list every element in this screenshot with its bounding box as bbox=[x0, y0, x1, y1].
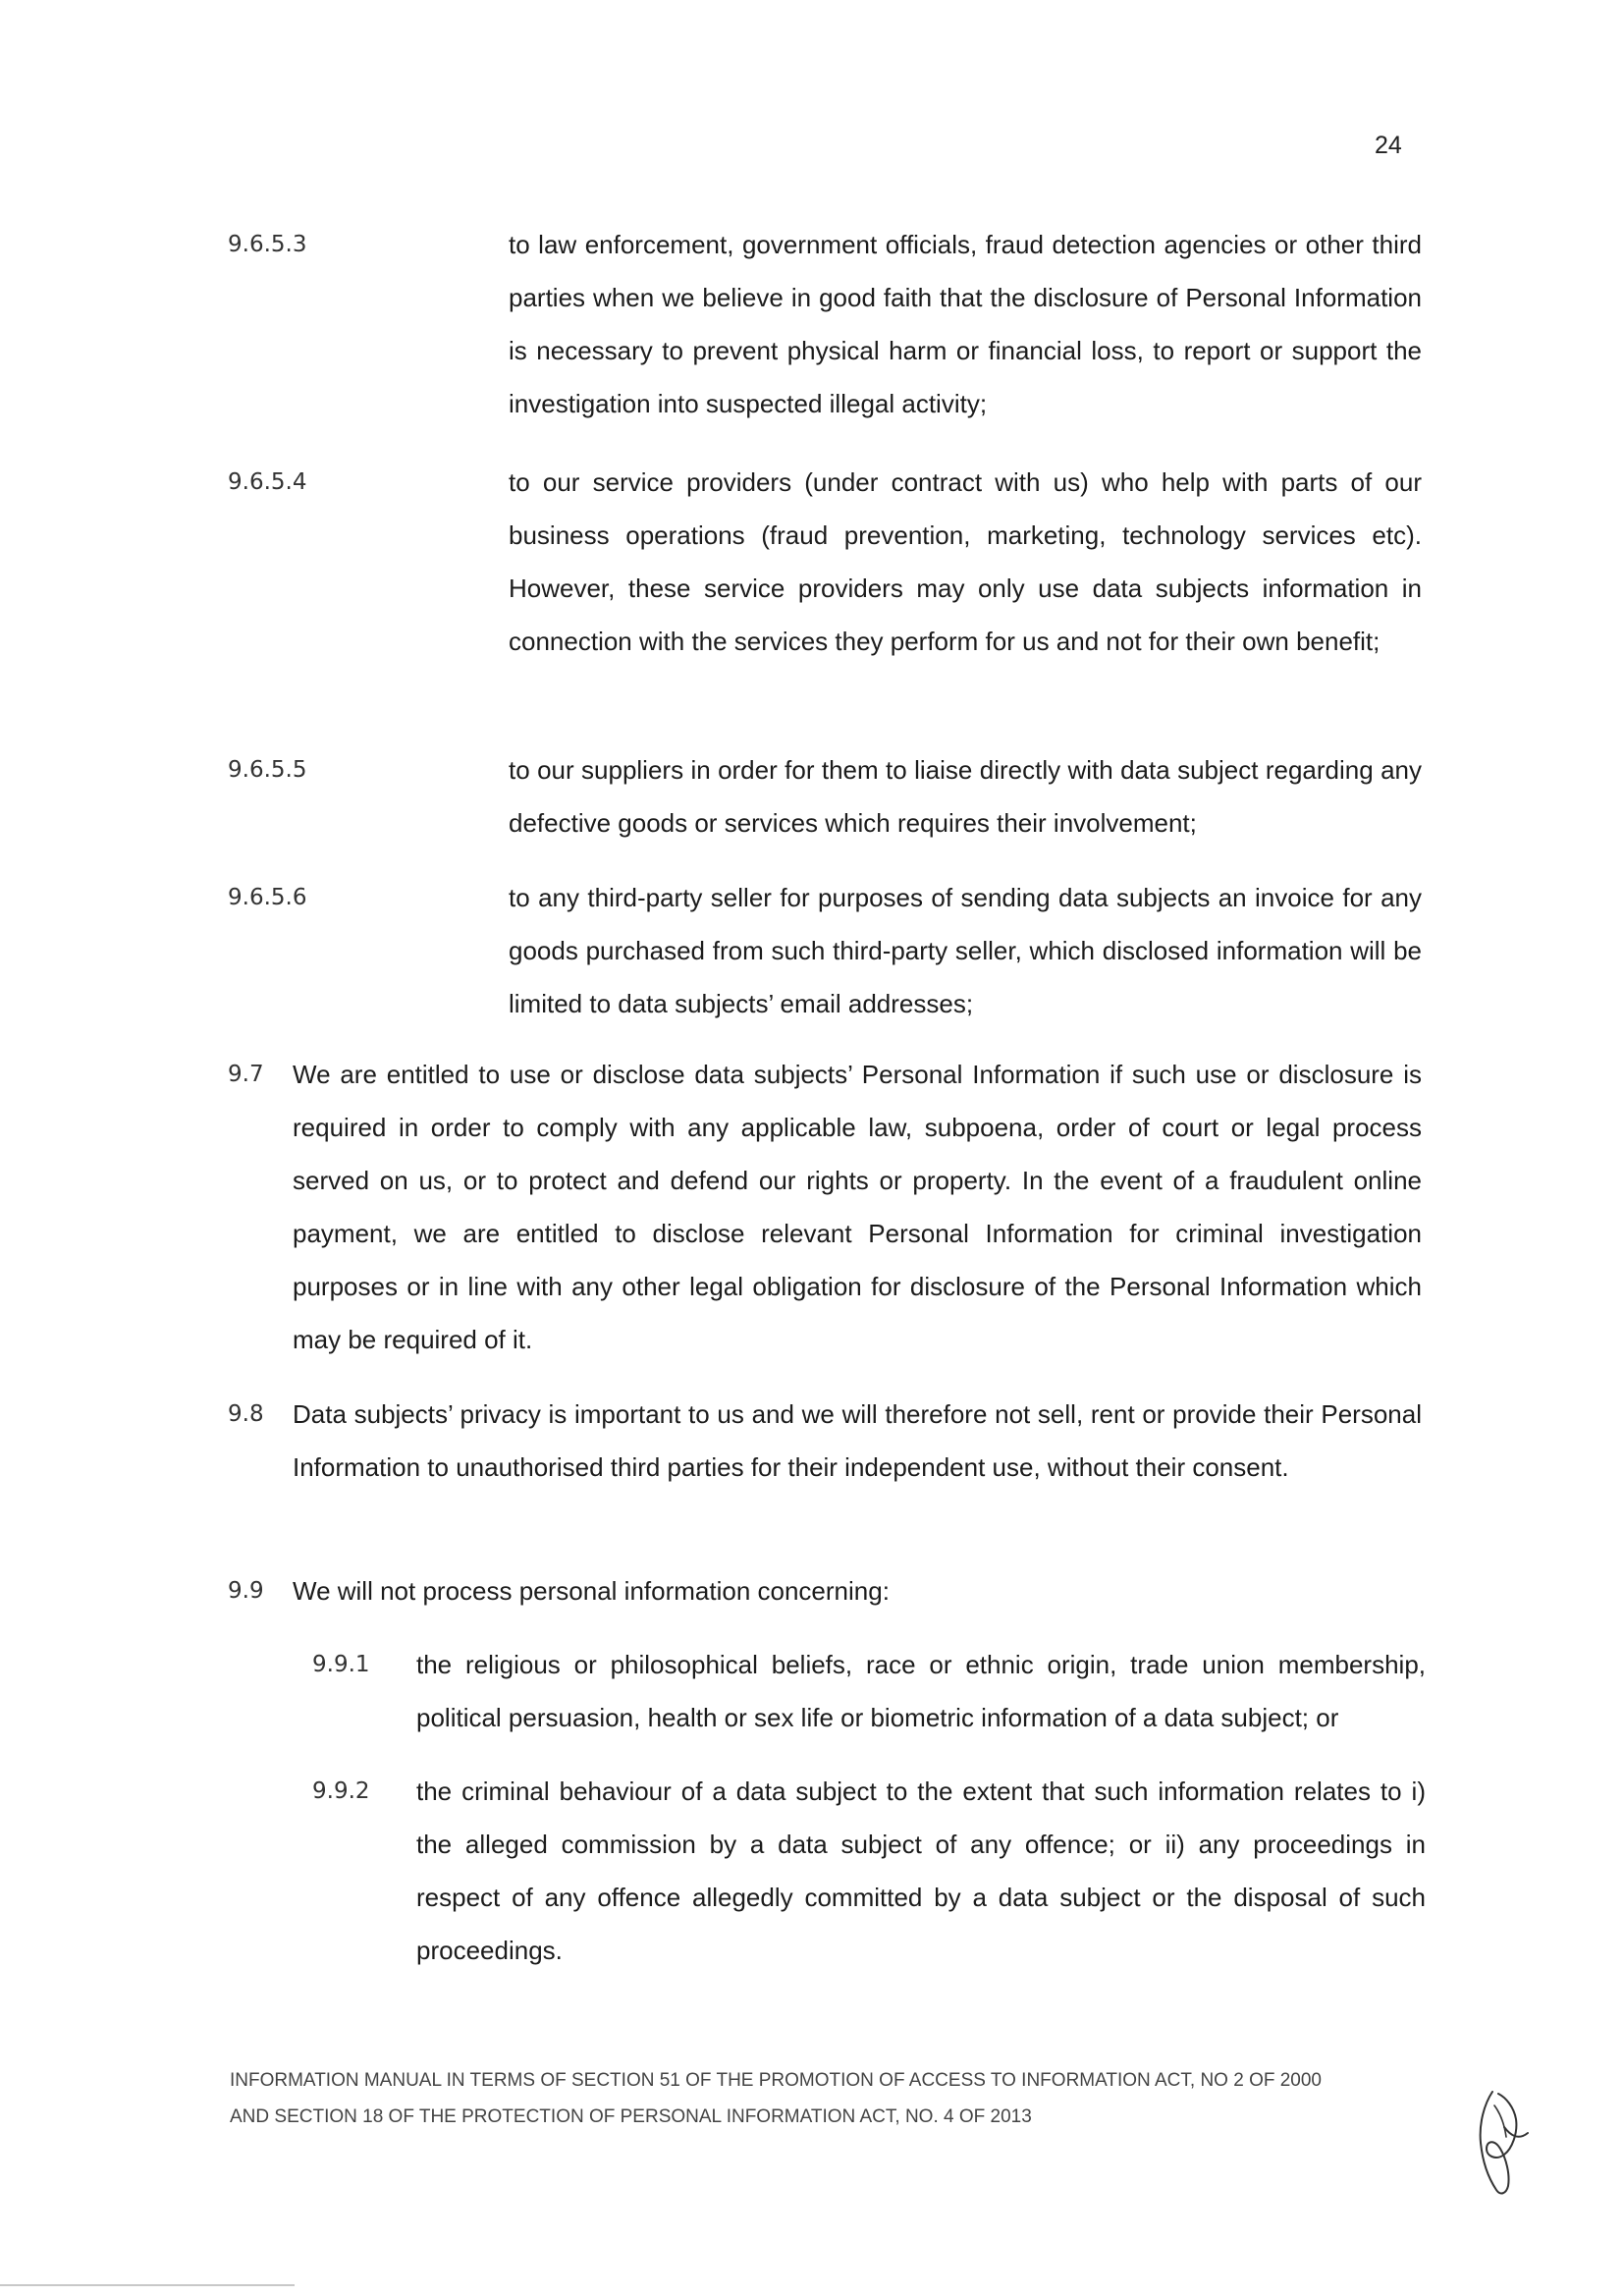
subclause-9-6-5-5 bbox=[228, 743, 1426, 849]
clause-text: We will not process personal information concerning: bbox=[293, 1576, 890, 1606]
subclause-9-6-5-3 bbox=[228, 218, 1426, 430]
subclause-9-6-5-6 bbox=[228, 871, 1426, 1030]
clause-number: 9.9 bbox=[228, 1578, 264, 1604]
page-edge-line bbox=[0, 2284, 295, 2286]
clause-text: Data subjects’ privacy is important to us and we will therefore not sell, rent or provide their Personal Information to unauthorised third parties for their independent use, without their consent. bbox=[293, 1399, 1422, 1482]
clause-text: We are entitled to use or disclose data subjects’ Personal Information if such use or disclosure is required in order to comply with any applicable law, subpoena, order of court or legal process served on us, or to protect and defend our rights or property. In the event of a fraudulent online payment, we are entitled to disclose relevant Personal Information for criminal investigation purposes or in line with any other legal obligation for disclosure of the Personal Information which may be required of it. bbox=[293, 1060, 1422, 1354]
clause-number: 9.9.1 bbox=[312, 1652, 370, 1677]
footer-line-2: AND SECTION 18 OF THE PROTECTION OF PERSONAL INFORMATION ACT, NO. 4 OF 2013 bbox=[230, 2106, 1032, 2127]
subclause-9-9-2 bbox=[312, 1765, 1426, 1977]
footer-line-1: INFORMATION MANUAL IN TERMS OF SECTION 51 OF THE PROMOTION OF ACCESS TO INFORMATION ACT, NO 2 OF 2000 bbox=[230, 2070, 1323, 2091]
clause-number: 9.8 bbox=[228, 1401, 264, 1427]
clause-9-9 bbox=[228, 1564, 1426, 1617]
clause-number: 9.6.5.5 bbox=[228, 757, 307, 783]
clause-number: 9.7 bbox=[228, 1062, 264, 1087]
signature-initials bbox=[1471, 2084, 1532, 2200]
clause-number: 9.6.5.6 bbox=[228, 885, 307, 910]
clause-text: to any third-party seller for purposes of sending data subjects an invoice for any goods purchased from such third-party seller, which disclosed information will be limited to data subjects’ email addresses; bbox=[509, 883, 1422, 1018]
clause-text: to law enforcement, government officials, fraud detection agencies or other third parties when we believe in good faith that the disclosure of Personal Information is necessary to prevent physical harm or financial loss, to report or support the investigation into suspected illegal activity; bbox=[509, 230, 1422, 418]
subclause-9-6-5-4 bbox=[228, 456, 1426, 721]
document-footer bbox=[230, 2062, 1437, 2135]
clause-9-8 bbox=[228, 1388, 1426, 1547]
clause-text: to our service providers (under contract with us) who help with parts of our business operations (fraud prevention, marketing, technology services etc). However, these service providers may only use data subjects information in connection with the services they perform for us and not for their own benefit; bbox=[509, 467, 1422, 656]
clause-text: the criminal behaviour of a data subject to the extent that such information relates to i) the alleged commission by a data subject of any offence; or ii) any proceedings in respect of any offence allegedly committed by a data subject or the disposal of such proceedings. bbox=[416, 1777, 1426, 1965]
clause-text: to our suppliers in order for them to liaise directly with data subject regarding any defective goods or services which requires their involvement; bbox=[509, 755, 1422, 838]
clause-text: the religious or philosophical beliefs, race or ethnic origin, trade union membership, political persuasion, health or sex life or biometric information of a data subject; or bbox=[416, 1650, 1426, 1732]
clause-9-7 bbox=[228, 1048, 1426, 1366]
clause-number: 9.6.5.4 bbox=[228, 469, 307, 495]
clause-number: 9.6.5.3 bbox=[228, 232, 307, 257]
subclause-9-9-1 bbox=[312, 1638, 1426, 1744]
clause-number: 9.9.2 bbox=[312, 1778, 370, 1804]
page-number: 24 bbox=[1375, 132, 1402, 159]
